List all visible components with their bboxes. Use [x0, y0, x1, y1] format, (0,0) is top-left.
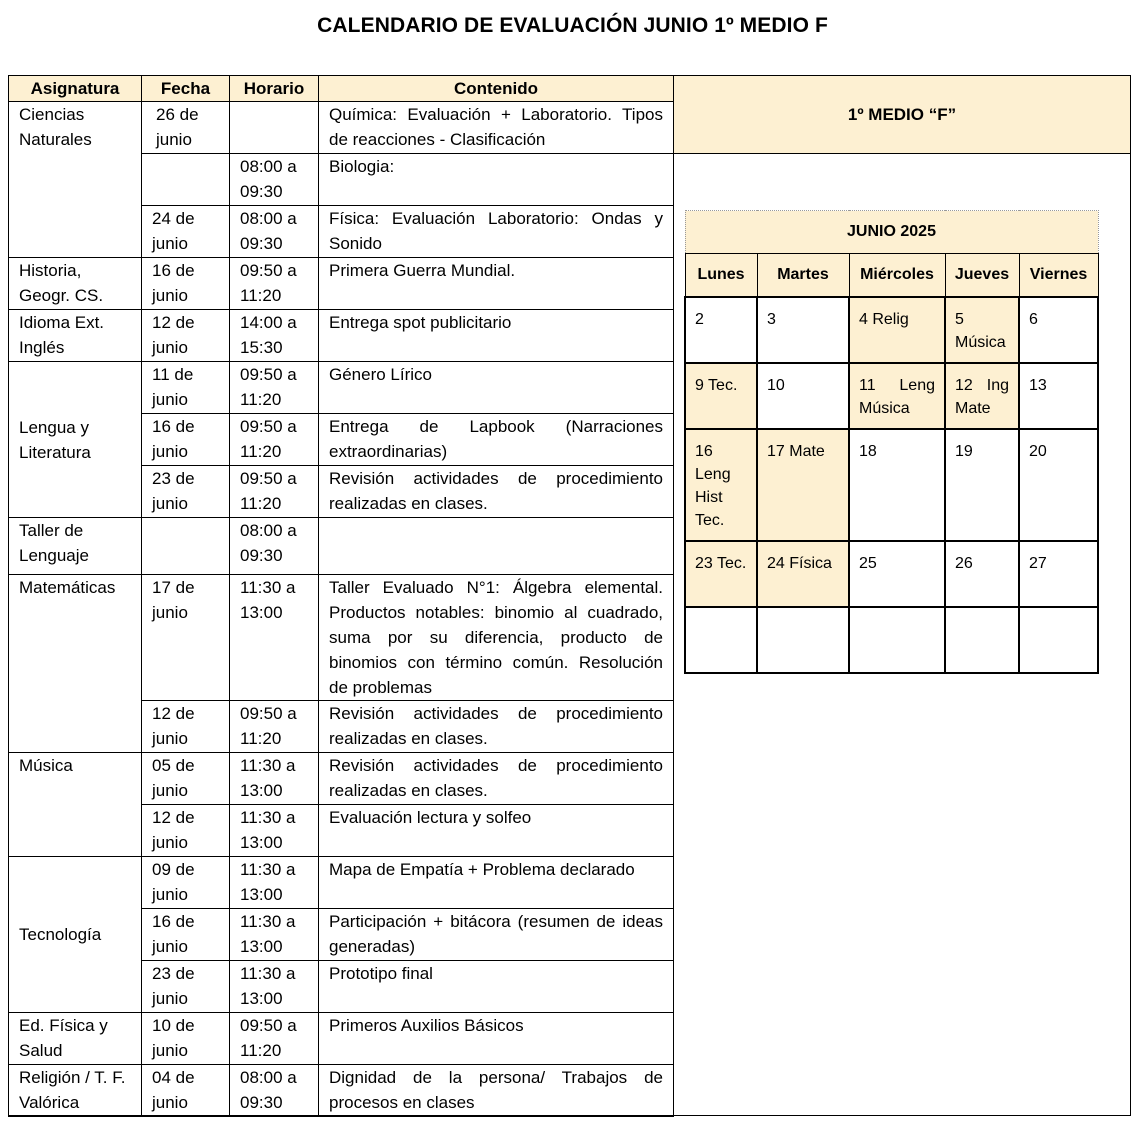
calendar-day-cell: 3 — [757, 297, 849, 363]
content-cell: Evaluación lectura y solfeo — [319, 805, 674, 857]
content-cell: Entrega spot publicitario — [319, 310, 674, 362]
weekday-monday: Lunes — [685, 254, 757, 298]
subject-cell: Taller de Lenguaje — [9, 518, 142, 575]
header-fecha: Fecha — [142, 76, 230, 102]
group-label: 1º MEDIO “F” — [673, 75, 1131, 154]
calendar-day-cell: 13 — [1019, 363, 1098, 429]
time-cell: 14:00 a 15:30 — [230, 310, 319, 362]
date-cell — [142, 154, 230, 206]
calendar-day-cell: 11 Leng Música — [849, 363, 945, 429]
date-cell: 04 de junio — [142, 1065, 230, 1117]
calendar-day-cell: 16 Leng Hist Tec. — [685, 429, 757, 541]
content-cell: Revisión actividades de procedimiento realizadas en clases. — [319, 701, 674, 753]
content-cell: Entrega de Lapbook (Narraciones extraordinarias) — [319, 414, 674, 466]
calendar-day-cell: 18 — [849, 429, 945, 541]
date-cell: 23 de junio — [142, 466, 230, 518]
table-row — [9, 518, 674, 575]
calendar-day-cell: 4 Relig — [849, 297, 945, 363]
subject-cell: Matemáticas — [9, 575, 142, 753]
content-cell: Revisión actividades de procedimiento realizadas en clases. — [319, 466, 674, 518]
calendar-day-cell: 12 Ing Mate — [945, 363, 1019, 429]
subject-cell: Música — [9, 753, 142, 857]
time-cell: 11:30 a 13:00 — [230, 805, 319, 857]
time-cell: 11:30 a 13:00 — [230, 753, 319, 805]
calendar-day-cell: 5 Música — [945, 297, 1019, 363]
calendar-day-cell: 24 Física — [757, 541, 849, 607]
calendar-day-cell: 2 — [685, 297, 757, 363]
calendar-day-cell: 26 — [945, 541, 1019, 607]
calendar-week-row — [685, 429, 1098, 541]
date-cell: 23 de junio — [142, 961, 230, 1013]
date-cell: 16 de junio — [142, 414, 230, 466]
subject-cell: Tecnología — [9, 857, 142, 1013]
date-cell: 16 de junio — [142, 909, 230, 961]
calendar-day-cell: 23 Tec. — [685, 541, 757, 607]
content-cell: Participación + bitácora (resumen de ideas generadas) — [319, 909, 674, 961]
date-cell: 26 de junio — [142, 102, 230, 154]
time-cell: 09:50 a 11:20 — [230, 466, 319, 518]
calendar-day-cell — [685, 607, 757, 673]
table-header-row — [9, 76, 674, 102]
time-cell: 11:30 a 13:00 — [230, 575, 319, 701]
content-cell: Dignidad de la persona/ Trabajos de procesos en clases — [319, 1065, 674, 1117]
table-row — [9, 102, 674, 154]
date-cell: 12 de junio — [142, 805, 230, 857]
calendar-day-cell: 19 — [945, 429, 1019, 541]
time-cell — [230, 102, 319, 154]
calendar-day-cell: 20 — [1019, 429, 1098, 541]
table-row — [9, 753, 674, 805]
content-cell: Biologia: — [319, 154, 674, 206]
evaluation-table — [8, 75, 674, 1117]
subject-cell: Idioma Ext. Inglés — [9, 310, 142, 362]
calendar-day-cell — [757, 607, 849, 673]
calendar-month-title: JUNIO 2025 — [685, 211, 1098, 254]
date-cell: 11 de junio — [142, 362, 230, 414]
subject-cell: Religión / T. F. Valórica — [9, 1065, 142, 1117]
calendar-day-cell — [849, 607, 945, 673]
time-cell: 08:00 a 09:30 — [230, 518, 319, 575]
header-contenido: Contenido — [319, 76, 674, 102]
content-cell: Revisión actividades de procedimiento realizadas en clases. — [319, 753, 674, 805]
content-cell: Taller Evaluado N°1: Álgebra elemental. Productos notables: binomio al cuadrado, suma por su diferencia, producto de binomios con término común. Resolución de problemas — [319, 575, 674, 701]
weekday-wednesday: Miércoles — [849, 254, 945, 298]
calendar-day-cell: 27 — [1019, 541, 1098, 607]
content-cell: Primeros Auxilios Básicos — [319, 1013, 674, 1065]
date-cell: 10 de junio — [142, 1013, 230, 1065]
calendar-day-cell — [1019, 607, 1098, 673]
date-cell: 17 de junio — [142, 575, 230, 701]
subject-cell: Lengua y Literatura — [9, 362, 142, 518]
calendar-day-cell: 10 — [757, 363, 849, 429]
time-cell: 08:00 a 09:30 — [230, 154, 319, 206]
time-cell: 09:50 a 11:20 — [230, 701, 319, 753]
date-cell: 12 de junio — [142, 701, 230, 753]
content-cell: Prototipo final — [319, 961, 674, 1013]
table-row — [9, 258, 674, 310]
subject-cell: Historia, Geogr. CS. — [9, 258, 142, 310]
time-cell: 09:50 a 11:20 — [230, 362, 319, 414]
june-calendar — [684, 210, 1099, 674]
calendar-day-cell: 9 Tec. — [685, 363, 757, 429]
time-cell: 09:50 a 11:20 — [230, 414, 319, 466]
time-cell: 09:50 a 11:20 — [230, 258, 319, 310]
content-cell — [319, 518, 674, 575]
subject-cell: Ciencias Naturales — [9, 102, 142, 258]
calendar-day-cell: 25 — [849, 541, 945, 607]
time-cell: 11:30 a 13:00 — [230, 909, 319, 961]
weekday-friday: Viernes — [1019, 254, 1098, 298]
date-cell: 12 de junio — [142, 310, 230, 362]
date-cell: 09 de junio — [142, 857, 230, 909]
content-cell: Género Lírico — [319, 362, 674, 414]
time-cell: 11:30 a 13:00 — [230, 857, 319, 909]
calendar-day-cell — [945, 607, 1019, 673]
date-cell: 24 de junio — [142, 206, 230, 258]
table-row — [9, 362, 674, 414]
calendar-week-row — [685, 363, 1098, 429]
calendar-day-cell: 17 Mate — [757, 429, 849, 541]
date-cell — [142, 518, 230, 575]
content-cell: Física: Evaluación Laboratorio: Ondas y Sonido — [319, 206, 674, 258]
date-cell: 16 de junio — [142, 258, 230, 310]
time-cell: 08:00 a 09:30 — [230, 206, 319, 258]
page-title: CALENDARIO DE EVALUACIÓN JUNIO 1º MEDIO F — [317, 14, 828, 37]
date-cell: 05 de junio — [142, 753, 230, 805]
content-cell: Mapa de Empatía + Problema declarado — [319, 857, 674, 909]
header-asignatura: Asignatura — [9, 76, 142, 102]
table-row — [9, 310, 674, 362]
content-cell: Química: Evaluación + Laboratorio. Tipos de reacciones - Clasificación — [319, 102, 674, 154]
content-cell: Primera Guerra Mundial. — [319, 258, 674, 310]
table-row — [9, 857, 674, 909]
calendar-week-row — [685, 297, 1098, 363]
table-row — [9, 575, 674, 701]
table-row — [9, 1013, 674, 1065]
calendar-day-cell: 6 — [1019, 297, 1098, 363]
calendar-week-row — [685, 541, 1098, 607]
time-cell: 08:00 a 09:30 — [230, 1065, 319, 1117]
table-row — [9, 1065, 674, 1117]
header-horario: Horario — [230, 76, 319, 102]
time-cell: 11:30 a 13:00 — [230, 961, 319, 1013]
weekday-tuesday: Martes — [757, 254, 849, 298]
weekday-thursday: Jueves — [945, 254, 1019, 298]
calendar-weekday-row — [685, 254, 1098, 298]
calendar-week-row — [685, 607, 1098, 673]
time-cell: 09:50 a 11:20 — [230, 1013, 319, 1065]
subject-cell: Ed. Física y Salud — [9, 1013, 142, 1065]
